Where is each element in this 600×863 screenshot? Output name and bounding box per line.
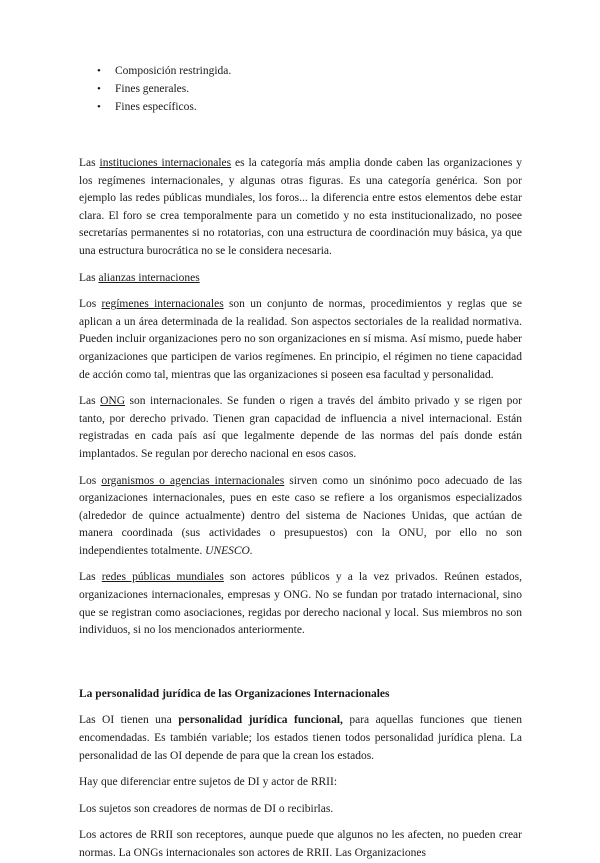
paragraph-ong: Las ONG son internacionales. Se funden o rigen a través del ámbito privado y se rigen por tanto, por derecho privado. Tienen gran capacidad de influencia a nivel internacional. Están registradas en cada país así que legalmente depende de las normas del país donde están implantados. Se regulan por derecho nacional en esos casos. <box>79 395 522 460</box>
paragraph-alianzas: Las alianzas internaciones <box>79 271 200 284</box>
bullet-icon: • <box>97 83 101 95</box>
paragraph-sujetos: Los sujetos son creadores de normas de DI o recibirlas. <box>79 802 334 815</box>
section-heading: La personalidad jurídica de las Organizaciones Internacionales <box>79 687 390 700</box>
list-item: • Fines específicos. <box>97 98 522 116</box>
term-organismos: organismos o agencias internacionales <box>101 474 285 487</box>
term-instituciones: instituciones internacionales <box>99 157 232 169</box>
paragraph-regimenes: Los regímenes internacionales son un conjunto de normas, procedimientos y reglas que se aplican a un área determinada de la realidad. Son aspectos sectoriales de la realidad normativa. Pueden incluir organizaciones pero no son organizaciones en sí misma. Así mismo, puede haber organizaciones que participen de varios regímenes. En principio, el régimen no tiene capacidad de acción como tal, mientras que las organizaciones si poseen esa facultad y personalidad. <box>79 298 522 381</box>
term-redes: redes públicas mundiales <box>101 571 224 584</box>
paragraph-instituciones: Las instituciones internacionales es la categoría más amplia donde caben las organizaciones y los regímenes internacionales, y algunas otras figuras. Es una categoría genérica. Son por ejemplo las redes públicas mundiales, los foros... la diferencia entre estos elementos debe estar clara. El foro se crea temporalmente para un cometido y no esta institucionalizado, no posee secretarías permanentes si no rotatorias, con una estructura de coordinación muy básica, ya que una estructura burocrática no se le considera necesaria. <box>79 157 522 257</box>
term-alianzas: alianzas internaciones <box>98 271 200 284</box>
example-unesco: UNESCO. <box>205 544 253 557</box>
bullet-icon: • <box>97 65 101 77</box>
term-regimenes: regímenes internacionales <box>101 298 224 311</box>
bullet-icon: • <box>97 101 101 113</box>
list-item: • Composición restringida. <box>97 62 522 80</box>
term-personalidad: personalidad jurídica funcional, <box>178 714 343 727</box>
bullet-list <box>97 62 522 116</box>
paragraph-actores: Los actores de RRII son receptores, aunque puede que algunos no les afecten, no pueden crear normas. La ONGs internacionales son actores de RRII. Las Organizaciones <box>79 829 522 859</box>
list-item: • Fines generales. <box>97 80 522 98</box>
paragraph-personalidad: Las OI tienen una personalidad jurídica funcional, para aquellas funciones que tienen encomendadas. Es también variable; los estados tienen todos personalidad jurídica plena. La personalidad de las OI depende de para que la crean los estados. <box>79 714 522 762</box>
paragraph-organismos: Los organismos o agencias internacionales sirven como un sinónimo poco adecuado de las organizaciones internacionales, pues en este caso se refiere a los organismos especializados (alrededor de quince actualmente) dentro del sistema de Naciones Unidas, que actúan de manera coordinada (sus actividades o presupuestos) con la ONU, por ello no son independientes totalmente. UNESCO. <box>79 474 523 557</box>
paragraph-redes: Las redes públicas mundiales son actores públicos y a la vez privados. Reúnen estados, organizaciones internacionales, empresas y ONG. No se fundan por tratado internacional, sino que se registran como asociaciones, regidas por derecho nacional y local. Sus miembros no son individuos, si no los mencionados anteriormente. <box>79 571 523 637</box>
term-ong: ONG <box>100 395 126 408</box>
document-body <box>79 62 522 863</box>
paragraph-diferenciar: Hay que diferenciar entre sujetos de DI y actor de RRII: <box>79 776 338 789</box>
